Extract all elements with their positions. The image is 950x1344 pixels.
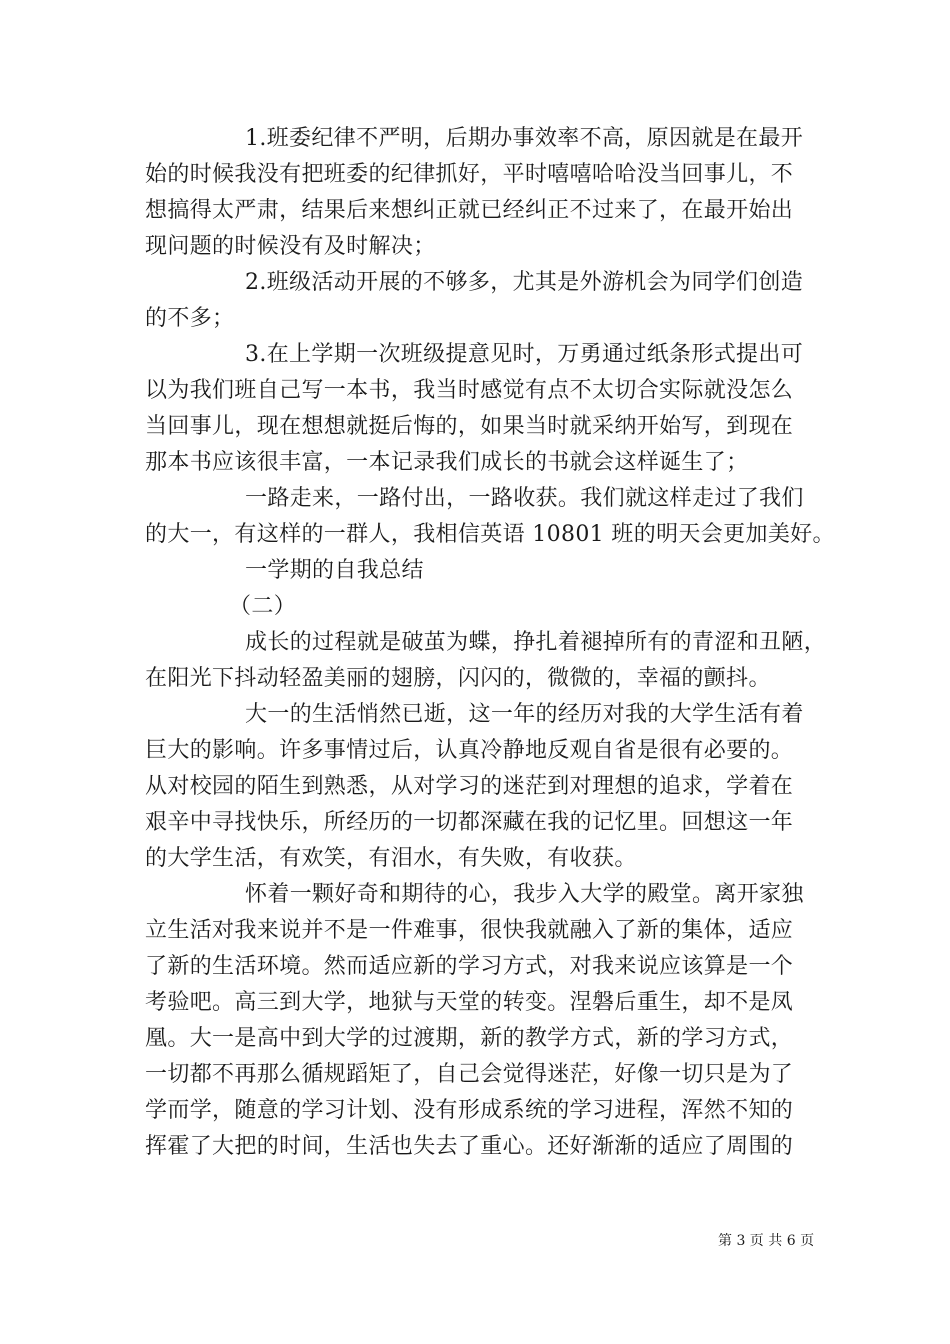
- text-line: 凰。大一是高中到大学的过渡期，新的教学方式，新的学习方式，: [145, 1026, 794, 1051]
- text-line: 的不多；: [145, 306, 235, 331]
- text-line: 成长的过程就是破茧为蝶，挣扎着褪掉所有的青涩和丑陋，: [245, 630, 827, 655]
- text-line: 大一的生活悄然已逝，这一年的经历对我的大学生活有着: [245, 702, 804, 727]
- text-line: 考验吧。高三到大学，地狱与天堂的转变。涅磐后重生，却不是凤: [145, 990, 794, 1015]
- text-line: 2.班级活动开展的不够多，尤其是外游机会为同学们创造: [245, 270, 804, 295]
- section-number: （二）: [229, 594, 297, 619]
- text-line: 现问题的时候没有及时解决；: [145, 234, 436, 259]
- text-line: 以为我们班自己写一本书，我当时感觉有点不太切合实际就没怎么: [145, 378, 794, 403]
- section-title: 一学期的自我总结: [245, 558, 424, 583]
- text-line: 了新的生活环境。然而适应新的学习方式，对我来说应该算是一个: [145, 954, 794, 979]
- text-line: 在阳光下抖动轻盈美丽的翅膀，闪闪的，微微的，幸福的颤抖。: [145, 666, 771, 691]
- text-line: 的大一，有这样的一群人，我相信英语 10801 班的明天会更加美好。: [145, 522, 835, 547]
- text-line: 立生活对我来说并不是一件难事，很快我就融入了新的集体，适应: [145, 918, 794, 943]
- text-line: 一切都不再那么循规蹈矩了，自己会觉得迷茫，好像一切只是为了: [145, 1062, 794, 1087]
- text-line: 3.在上学期一次班级提意见时，万勇通过纸条形式提出可: [245, 342, 804, 367]
- text-line: 想搞得太严肃，结果后来想纠正就已经纠正不过来了，在最开始出: [145, 198, 794, 223]
- text-line: 当回事儿，现在想想就挺后悔的，如果当时就采纳开始写，到现在: [145, 414, 794, 439]
- text-line: 一路走来，一路付出，一路收获。我们就这样走过了我们: [245, 486, 804, 511]
- text-line: 艰辛中寻找快乐，所经历的一切都深藏在我的记忆里。回想这一年: [145, 810, 794, 835]
- text-line: 怀着一颗好奇和期待的心，我步入大学的殿堂。离开家独: [245, 882, 804, 907]
- text-line: 1.班委纪律不严明，后期办事效率不高，原因就是在最开: [245, 126, 804, 151]
- text-line: 的大学生活，有欢笑，有泪水，有失败，有收获。: [145, 846, 637, 871]
- text-line: 学而学，随意的学习计划、没有形成系统的学习进程，浑然不知的: [145, 1098, 794, 1123]
- text-line: 从对校园的陌生到熟悉，从对学习的迷茫到对理想的追求，学着在: [145, 774, 794, 799]
- text-line: 巨大的影响。许多事情过后，认真冷静地反观自省是很有必要的。: [145, 738, 794, 763]
- text-line: 始的时候我没有把班委的纪律抓好，平时嘻嘻哈哈没当回事儿，不: [145, 162, 794, 187]
- text-line: 那本书应该很丰富，一本记录我们成长的书就会这样诞生了；: [145, 450, 749, 475]
- text-line: 挥霍了大把的时间，生活也失去了重心。还好渐渐的适应了周围的: [145, 1134, 794, 1159]
- page-number: 第 3 页 共 6 页: [718, 1233, 815, 1249]
